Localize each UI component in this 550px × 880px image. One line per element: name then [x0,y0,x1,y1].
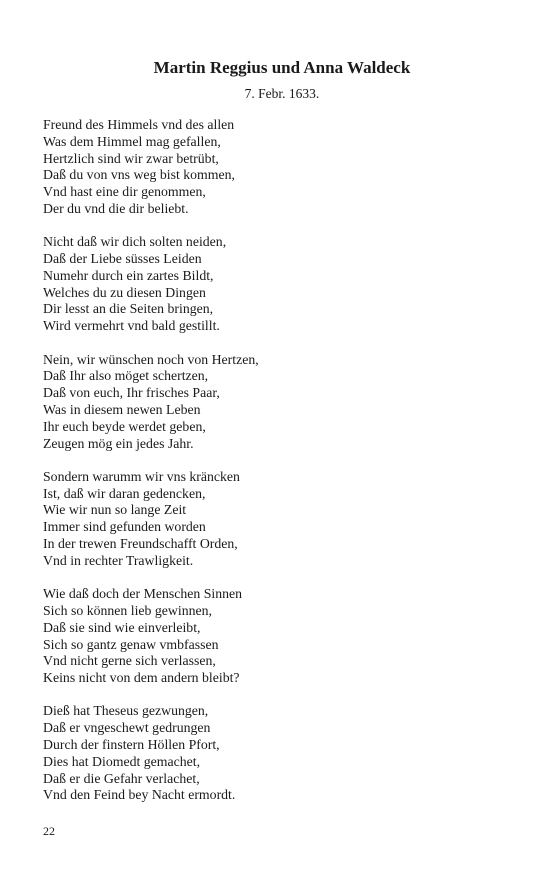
verse-line: Daß Ihr also möget schertzen, [43,368,209,384]
verse-line: Freund des Himmels vnd des allen [43,117,235,132]
stanza [43,234,513,335]
verse-line: Was in diesem newen Leben [43,401,201,417]
poem-title: Martin Reggius und Anna Waldeck [153,58,411,77]
verse-line: Sondern warumm wir vns kräncken [43,468,240,484]
verse-line: Wird vermehrt vnd bald gestillt. [43,318,220,334]
verse-line: Dies hat Diomedt gemachet, [43,753,201,769]
verse-line: Dieß hat Theseus gezwungen, [43,703,209,719]
poem-body [43,117,513,821]
verse-line: Vnd hast eine dir genommen, [43,184,206,200]
verse-line: Was dem Himmel mag gefallen, [43,133,221,149]
page-number: 22 [43,824,55,838]
verse-line: Vnd nicht gerne sich verlassen, [43,653,216,669]
verse-line: Hertzlich sind wir zwar betrübt, [43,150,219,166]
poem-date: 7. Febr. 1633. [244,86,320,101]
verse-line: Daß er vngeschewt gedrungen [43,720,211,736]
verse-line: Nein, wir wünschen noch von Hertzen, [43,351,259,367]
verse-line: Durch der finstern Höllen Pfort, [43,737,220,752]
verse-line: Wie wir nun so lange Zeit [43,502,187,518]
stanza [43,469,513,570]
verse-line: Sich so gantz genaw vmbfassen [43,636,219,652]
verse-line: Ist, daß wir daran gedencken, [43,485,206,501]
verse-line: Daß du von vns weg bist kommen, [43,167,235,183]
verse-line: Immer sind gefunden worden [43,519,206,535]
verse-line: Vnd in rechter Trawligkeit. [43,552,194,568]
stanza [43,352,513,453]
verse-line: Zeugen mög ein jedes Jahr. [43,435,194,451]
verse-line: Daß der Liebe süsses Leiden [43,251,202,267]
verse-line: Wie daß doch der Menschen Sinnen [43,586,243,602]
verse-line: Keins nicht von dem andern bleibt? [43,670,240,686]
verse-line: Nicht daß wir dich solten neiden, [43,234,227,250]
verse-line: Daß sie sind wie einverleibt, [43,619,201,635]
stanza [43,703,513,804]
stanza [43,117,513,218]
stanza [43,586,513,687]
verse-line: Numehr durch ein zartes Bildt, [43,267,214,283]
verse-line: In der trewen Freundschafft Orden, [43,536,238,552]
verse-line: Der du vnd die dir beliebt. [43,200,189,216]
verse-line: Welches du zu diesen Dingen [43,284,206,300]
verse-line: Dir lesst an die Seiten bringen, [43,301,214,317]
verse-line: Daß er die Gefahr verlachet, [43,770,200,786]
verse-line: Ihr euch beyde werdet geben, [43,418,206,434]
verse-line: Daß von euch, Ihr frisches Paar, [43,385,220,401]
verse-line: Sich so können lieb gewinnen, [43,602,212,618]
verse-line: Vnd den Feind bey Nacht ermordt. [43,787,236,803]
